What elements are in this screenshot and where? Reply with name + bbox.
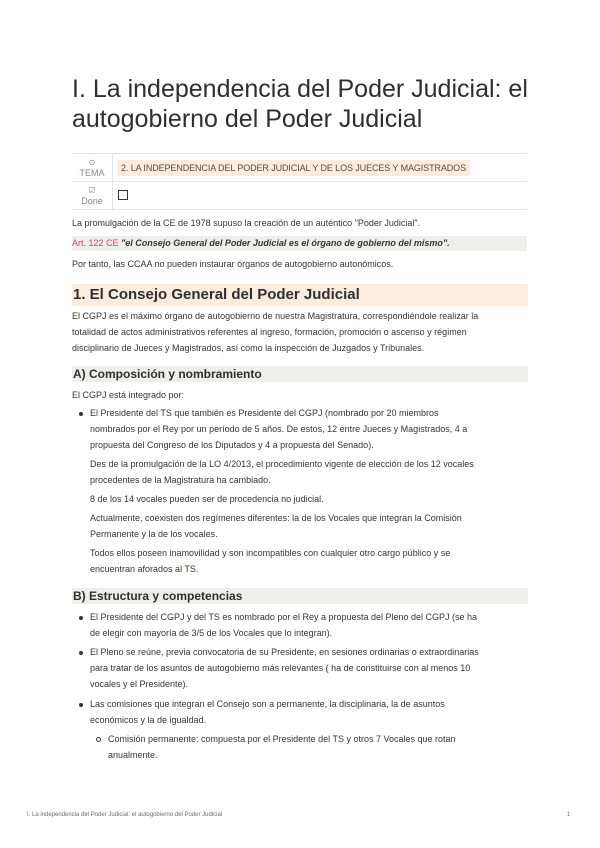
quote-text: "el Consejo General del Poder Judicial es el órgano de gobierno del mismo". bbox=[118, 238, 450, 248]
intro-paragraph: La promulgación de la CE de 1978 supuso la creación de un auténtico "Poder Judicial". bbox=[72, 218, 421, 228]
paragraph-line: El CGPJ está integrado por: bbox=[72, 390, 185, 400]
bullet-dot bbox=[79, 412, 83, 416]
tema-label: TEMA bbox=[79, 167, 105, 178]
section-heading: 1. El Consejo General del Poder Judicial bbox=[72, 284, 528, 306]
list-item-line: de elegir con mayoría de 3/5 de los Vocales que lo integran). bbox=[90, 628, 333, 638]
paragraph-line: Des de la promulgación de la LO 4/2013, el procedimiento vigente de elección de los 12 vocales bbox=[90, 459, 474, 469]
done-checkbox[interactable] bbox=[118, 190, 128, 200]
property-row-done bbox=[72, 182, 527, 210]
list-item-line: El Pleno se reúne, previa convocatoria de su Presidente, en sesiones ordinarias o extraordinarias bbox=[90, 647, 479, 657]
bullet-dot bbox=[79, 616, 83, 620]
done-label: Done bbox=[81, 195, 103, 206]
list-item-line: Comisión permanente: compuesta por el Presidente del TS y otros 7 Vocales que rotan bbox=[108, 734, 456, 744]
subsection-heading: A) Composición y nombramiento bbox=[72, 366, 528, 382]
footer-title: I. La independencia del Poder Judicial: el autogobierno del Poder Judicial bbox=[27, 812, 223, 818]
paragraph-line: Actualmente, coexisten dos regímenes diferentes: la de los Vocales que integran la Comisión bbox=[90, 513, 462, 523]
list-item-line: anualmente. bbox=[108, 750, 158, 760]
paragraph-line: disciplinario de Jueces y Magistrados, así como la inspección de Juzgados y Tribunales. bbox=[72, 343, 425, 353]
property-value-cell bbox=[113, 154, 528, 182]
paragraph-line: Todos ellos poseen inamovilidad y son incompatibles con cualquier otro cargo público y se bbox=[90, 548, 451, 558]
article-reference[interactable]: Art. 122 CE bbox=[72, 238, 119, 248]
list-item-line: Las comisiones que integran el Consejo son a permanente, la disciplinaria, la de asuntos bbox=[90, 699, 445, 709]
target-icon: ⊙ bbox=[88, 157, 96, 167]
checkbox-icon: ☑ bbox=[88, 185, 96, 195]
sub-bullet-circle bbox=[96, 737, 101, 742]
properties-table bbox=[72, 153, 527, 210]
list-item-line: vocales y el Presidente). bbox=[90, 679, 189, 689]
bullet-dot bbox=[79, 651, 83, 655]
paragraph-line: 8 de los 14 vocales pueden ser de procedencia no judicial. bbox=[90, 494, 324, 504]
list-item-line: económicos y la de igualdad. bbox=[90, 715, 207, 725]
intro-paragraph: Por tanto, las CCAA no pueden instaurar órganos de autogobierno autonómicos. bbox=[72, 259, 394, 269]
paragraph-line: El CGPJ es el máximo órgano de autogobierno de nuestra Magistratura, correspondiéndole realizar la bbox=[72, 311, 479, 321]
subsection-heading: B) Estructura y competencias bbox=[72, 588, 528, 604]
highlighted-quote bbox=[72, 236, 527, 251]
bullet-dot bbox=[79, 703, 83, 707]
property-label-cell bbox=[72, 154, 113, 182]
list-item-line: El Presidente del TS que también es Presidente del CGPJ (nombrado por 20 miembros bbox=[90, 408, 439, 418]
property-label-cell bbox=[72, 182, 113, 210]
paragraph-line: Permanente y la de los vocales. bbox=[90, 529, 218, 539]
property-value-cell bbox=[113, 182, 528, 210]
paragraph-line: totalidad de actos administrativos referentes al ingreso, formación, promoción o ascenso y régimen bbox=[72, 327, 467, 337]
list-item-line: propuesta del Congreso de los Diputados y 4 a propuesta del Senado). bbox=[90, 440, 374, 450]
page-title: I. La independencia del Poder Judicial: el autogobierno del Poder Judicial bbox=[72, 75, 528, 133]
property-row-tema bbox=[72, 154, 527, 182]
list-item-line: para tratar de los asuntos de autogobierno más relevantes ( ha de constituirse con al menos 10 bbox=[90, 663, 471, 673]
paragraph-line: encuentran aforados al TS. bbox=[90, 564, 199, 574]
page-number: 1 bbox=[567, 812, 571, 818]
paragraph-line: procedentes de la Magistratura ha cambiado. bbox=[90, 475, 271, 485]
tema-tag[interactable]: 2. LA INDEPENDENCIA DEL PODER JUDICIAL Y DE LOS JUECES Y MAGISTRADOS bbox=[117, 160, 470, 176]
list-item-line: El Presidente del CGPJ y del TS es nombrado por el Rey a propuesta del Pleno del CGPJ (se ha bbox=[90, 612, 478, 622]
list-item-line: nombrados por el Rey por un período de 5 años. De estos, 12 entre Jueces y Magistrados, 4 a bbox=[90, 424, 468, 434]
